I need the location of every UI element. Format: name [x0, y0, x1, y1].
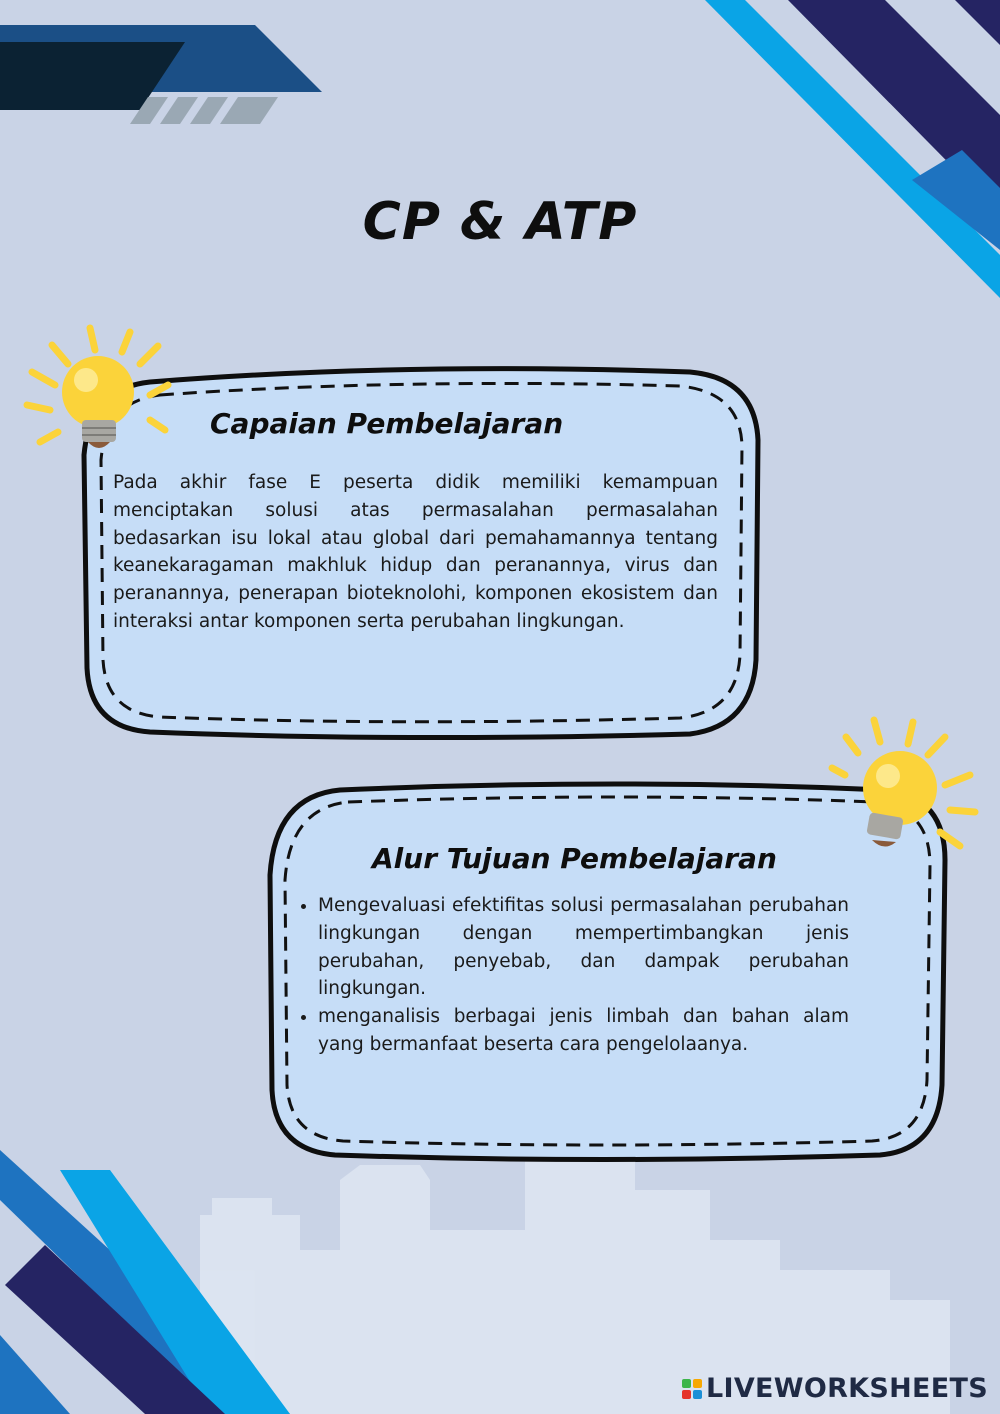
capaian-text: Pada akhir fase E peserta didik memiliki kemampuan menciptakan solusi atas permasalahan permasalahan bedasarkan isu lokal atau global dari pemahamannya tentang keanekaragaman makhluk hidup dan peranannya, virus dan peranannya, penerapan bioteknolohi, komponen ekosistem dan interaksi antar komponen serta perubahan lingkungan.: [113, 472, 718, 632]
list-item: • Mengevaluasi efektifitas solusi permasalahan perubahan lingkungan dengan mempertimbangkan jenis perubahan, penyebab, dan dampak perubahan lingkungan.: [318, 892, 849, 1003]
brand-name: LIVEWORKSHEETS: [705, 1373, 988, 1404]
top-right-navy-tip: [955, 0, 1000, 45]
alur-list: [292, 892, 849, 1059]
capaian-heading: Capaian Pembelajaran: [210, 407, 564, 440]
liveworksheets-logo-icon: [682, 1379, 702, 1399]
page-title: CP & ATP: [362, 192, 638, 252]
list-item: • menganalisis berbagai jenis limbah dan bahan alam yang bermanfaat beserta cara pengelolaanya.: [318, 1003, 849, 1059]
bottom-left-edge: [0, 1335, 70, 1414]
top-left-hatch: [130, 97, 278, 124]
alur-heading: Alur Tujuan Pembelajaran: [372, 842, 777, 875]
liveworksheets-brand: [682, 1373, 988, 1404]
